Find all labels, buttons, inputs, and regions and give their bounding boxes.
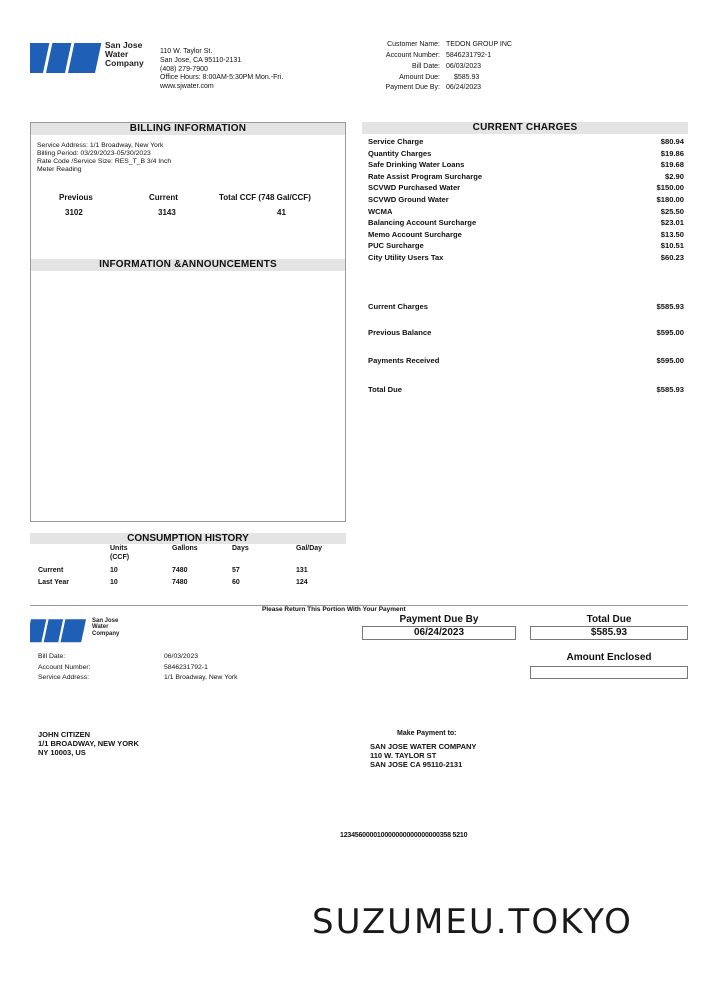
- total-due-amount: $585.93: [656, 385, 684, 394]
- current-charges-panel: [362, 122, 688, 402]
- stub-total-due-value: $585.93: [530, 626, 688, 640]
- charge-label: Memo Account Surcharge: [368, 229, 462, 239]
- customer-name-value: TEDON GROUP INC: [446, 41, 512, 48]
- history-row-gallons: 7480: [172, 579, 188, 586]
- rate-code-value: RES_T_B 3/4 Inch: [114, 158, 172, 166]
- service-address-label: Service Address:: [37, 142, 88, 149]
- charge-amount: $25.50: [660, 206, 684, 216]
- stub-service-address-label: Service Address:: [38, 674, 89, 682]
- charge-label: SCVWD Ground Water: [368, 195, 449, 204]
- history-row-label: Current: [38, 567, 64, 574]
- meter-col-total: Total CCF (748 Gal/CCF): [219, 193, 311, 202]
- history-col-days: Days: [232, 545, 249, 552]
- charge-label: Balancing Account Surcharge: [368, 218, 477, 228]
- charge-row: [362, 241, 688, 252]
- announcements-body: [31, 271, 345, 521]
- bill-date-label: Bill Date:: [411, 62, 440, 70]
- stub-payment-due-value: 06/24/2023: [362, 626, 516, 640]
- history-row-label: Last Year: [38, 579, 70, 586]
- history-col-units: Units: [110, 545, 128, 552]
- meter-total: 41: [277, 208, 286, 217]
- make-payment-label: Make Payment to:: [397, 730, 457, 737]
- history-row-units: 10: [110, 567, 118, 574]
- stub-details: [38, 652, 238, 684]
- charge-amount: $23.01: [660, 218, 684, 228]
- charge-row: [362, 149, 688, 160]
- customer-address-line3: NY 10003, US: [38, 748, 86, 757]
- charge-label: Service Charge: [368, 137, 424, 146]
- history-row-days: 60: [232, 579, 240, 586]
- history-col-galday: Gal/Day: [296, 545, 323, 552]
- meter-col-previous: Previous: [59, 193, 93, 202]
- payments-received-label: Payments Received: [368, 356, 440, 365]
- company-website[interactable]: www.sjwater.com: [160, 83, 214, 90]
- previous-balance-row: [362, 328, 688, 339]
- charge-label: Rate Assist Program Surcharge: [368, 171, 483, 181]
- payee-address: [370, 742, 476, 769]
- history-col-gallons: Gallons: [172, 545, 198, 552]
- company-phone: (408) 279-7900: [160, 65, 208, 73]
- consumption-history: [30, 533, 346, 593]
- account-number-label: Account Number:: [385, 51, 440, 59]
- company-name-line2: Water: [105, 48, 129, 59]
- charge-label: WCMA: [368, 206, 393, 216]
- watermark: SUZUMEU.TOKYO: [312, 902, 633, 942]
- customer-address-line1: JOHN CITIZEN: [38, 730, 91, 739]
- total-due-row: [362, 385, 688, 396]
- stub-company-name-line3: Company: [92, 630, 120, 637]
- company-logo: [30, 40, 102, 74]
- return-notice: Please Return This Portion With Your Payment: [262, 606, 406, 613]
- amount-enclosed-label: Amount Enclosed: [566, 652, 652, 663]
- charge-row: [362, 230, 688, 241]
- payee-line2: 110 W. TAYLOR ST: [370, 751, 437, 760]
- company-name-line1: San Jose: [105, 40, 143, 50]
- company-contact: [160, 48, 283, 92]
- previous-balance-label: Previous Balance: [368, 328, 432, 337]
- charge-amount: $150.00: [656, 183, 684, 193]
- stub-bill-date-label: Bill Date:: [38, 653, 66, 660]
- charge-label: PUC Surcharge: [368, 241, 424, 251]
- stub-company-name-line2: Water: [92, 624, 109, 631]
- announcements-title: INFORMATION &ANNOUNCEMENTS: [31, 259, 345, 271]
- stub-bill-date-value: 06/03/2023: [164, 653, 199, 660]
- billing-details: [31, 135, 345, 175]
- customer-name-label: Customer Name:: [387, 41, 440, 48]
- payments-received-amount: $595.00: [656, 356, 684, 365]
- meter-current: 3143: [158, 208, 176, 217]
- charge-label: Quantity Charges: [368, 148, 432, 158]
- meter-reading-label: Meter Reading: [37, 166, 82, 174]
- billing-period-label: Billing Period:: [37, 150, 79, 158]
- history-col-units-sub: (CCF): [110, 554, 130, 561]
- history-row-galday: 124: [296, 579, 308, 586]
- consumption-history-title: CONSUMPTION HISTORY: [30, 533, 346, 544]
- payment-due-label: Payment Due By:: [385, 84, 440, 92]
- amount-due-label: Amount Due:: [399, 73, 440, 81]
- charge-row: [362, 195, 688, 206]
- billing-period-value: 03/29/2023-05/30/2023: [80, 150, 151, 158]
- charge-row: [362, 172, 688, 183]
- history-row-units: 10: [110, 579, 118, 586]
- current-charges-title: CURRENT CHARGES: [362, 122, 688, 134]
- stub-account-number-value: 5846231792-1: [164, 663, 208, 671]
- account-summary: [360, 40, 512, 94]
- customer-mailing-address: [38, 730, 139, 757]
- logo-mark-icon: [30, 40, 102, 74]
- previous-balance-amount: $595.00: [656, 328, 684, 337]
- current-charges-amount: $585.93: [656, 302, 684, 311]
- meter-col-current: Current: [149, 193, 178, 202]
- meter-previous: 3102: [65, 208, 83, 217]
- rate-code-label: Rate Code /Service Size:: [37, 158, 113, 166]
- billing-info-title: BILLING INFORMATION: [31, 123, 345, 135]
- stub-logo-mark-icon: [30, 617, 88, 643]
- history-row-galday: 131: [296, 567, 308, 574]
- charge-amount: $10.51: [660, 241, 684, 251]
- charge-label: SCVWD Purchased Water: [368, 183, 461, 193]
- amount-due-value: $585.93: [454, 73, 480, 81]
- history-row-gallons: 7480: [172, 567, 188, 574]
- stub-account-number-label: Account Number:: [38, 663, 91, 671]
- payee-line1: SAN JOSE WATER COMPANY: [370, 742, 477, 751]
- stub-service-address-value: 1/1 Broadway, New York: [164, 674, 238, 682]
- payment-due-value: 06/24/2023: [446, 84, 482, 92]
- charge-amount: $60.23: [660, 253, 684, 262]
- company-name-line3: Company: [105, 57, 144, 68]
- billing-info-panel: [30, 122, 346, 522]
- company-address-line2: San Jose, CA 95110-2131: [160, 56, 242, 64]
- charge-row: [362, 183, 688, 194]
- charge-amount: $80.94: [660, 137, 684, 146]
- company-name: [105, 41, 144, 68]
- stub-total-due-label: Total Due: [586, 614, 632, 625]
- stub-payment-due-label: Payment Due By: [399, 614, 479, 625]
- history-row-days: 57: [232, 567, 240, 574]
- payments-received-row: [362, 356, 688, 367]
- charge-row: [362, 137, 688, 148]
- stub-company-name: [92, 618, 119, 637]
- customer-address-line2: 1/1 BROADWAY, NEW YORK: [38, 739, 139, 748]
- stub-logo: [30, 617, 88, 643]
- account-number-value: 5846231792-1: [446, 51, 492, 59]
- bill-date-value: 06/03/2023: [446, 62, 482, 70]
- charge-amount: $19.86: [660, 148, 684, 158]
- charge-row: [362, 160, 688, 171]
- payee-line3: SAN JOSE CA 95110-2131: [370, 760, 463, 769]
- charge-label: City Utility Users Tax: [368, 253, 444, 262]
- charge-row: [362, 218, 688, 229]
- company-address-line1: 110 W. Taylor St.: [160, 48, 213, 55]
- charge-label: Safe Drinking Water Loans: [368, 160, 465, 170]
- amount-enclosed-input[interactable]: [530, 666, 688, 679]
- current-charges-row: [362, 302, 688, 313]
- total-due-label: Total Due: [368, 385, 403, 394]
- charge-amount: $19.68: [660, 160, 684, 170]
- current-charges-label: Current Charges: [368, 302, 428, 311]
- stub-company-name-line1: San Jose: [92, 618, 119, 624]
- charge-row: [362, 207, 688, 218]
- scanline: 123456000010000000000000000358 5210: [340, 832, 468, 839]
- charge-amount: $2.90: [664, 171, 684, 181]
- charge-amount: $13.50: [660, 229, 684, 239]
- company-hours: Office Hours: 8:00AM-5:30PM Mon.-Fri.: [160, 74, 284, 82]
- charge-amount: $180.00: [656, 195, 684, 204]
- service-address-value: 1/1 Broadway, New York: [89, 142, 164, 149]
- charge-row: [362, 253, 688, 264]
